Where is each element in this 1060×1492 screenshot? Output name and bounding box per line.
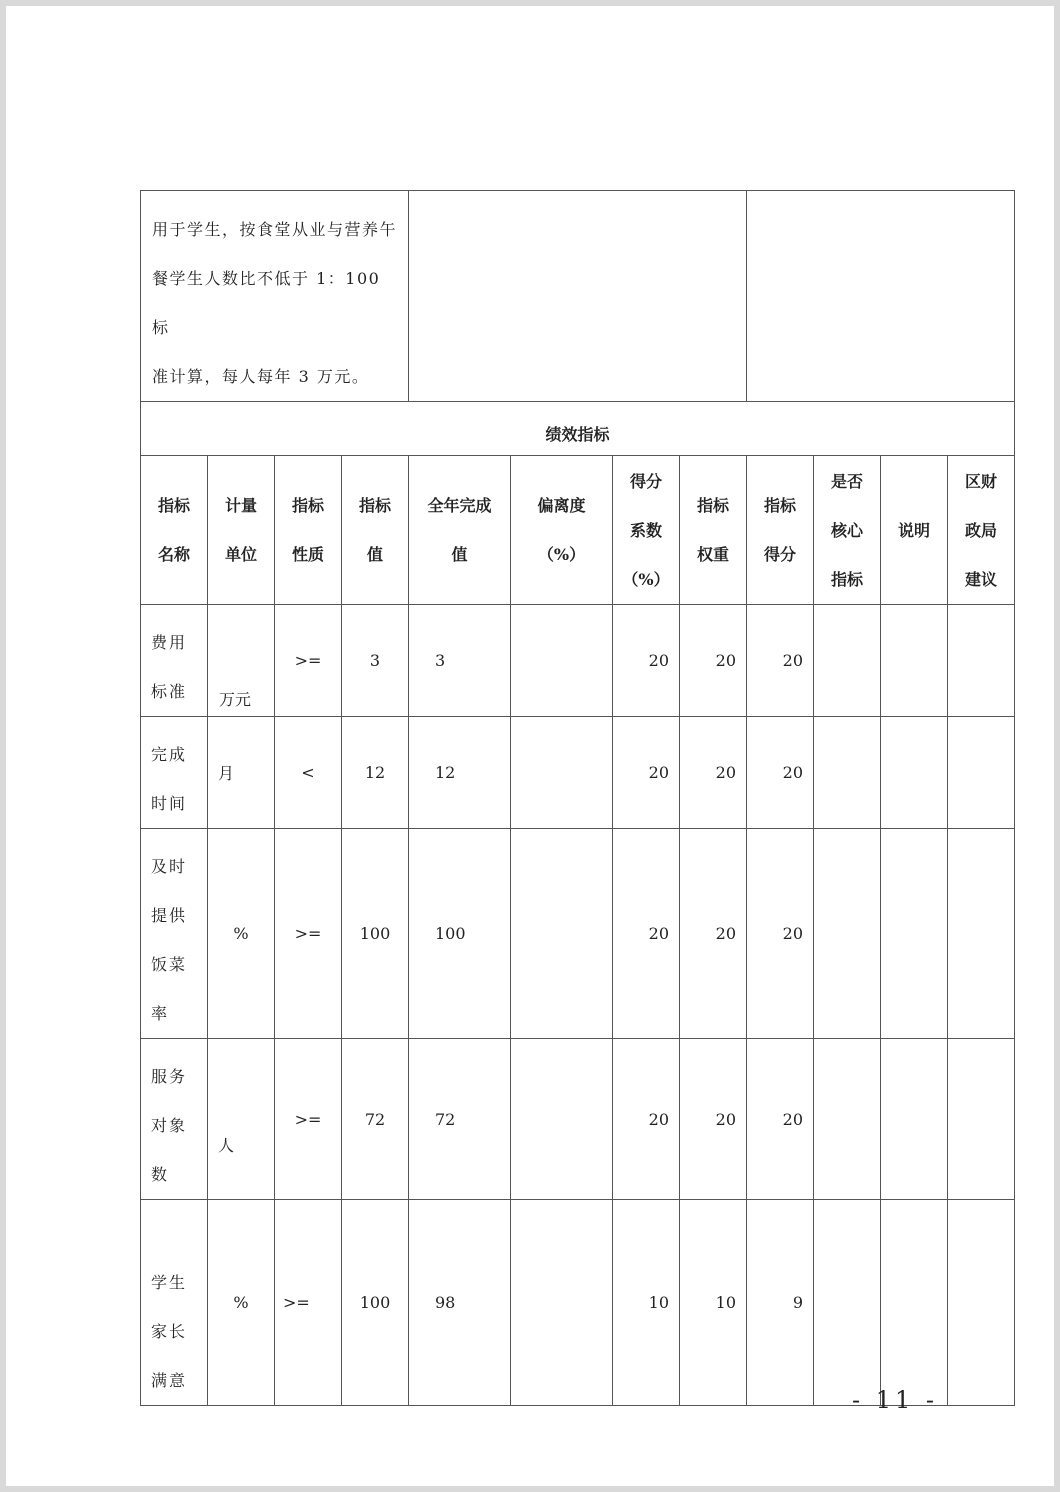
- unit-cell: 万元: [208, 605, 275, 717]
- actual-cell: 72: [409, 1039, 511, 1200]
- coefficient-cell: 20: [613, 829, 680, 1039]
- weight-cell: 10: [680, 1200, 747, 1406]
- note-cell: [881, 717, 948, 829]
- target-cell: 100: [342, 829, 409, 1039]
- nature-cell: >=: [275, 829, 342, 1039]
- indicator-name: 及时 提供 饭菜 率: [141, 829, 208, 1039]
- indicator-name: 服务 对象 数: [141, 1039, 208, 1200]
- indicator-name: 费用 标准: [141, 605, 208, 717]
- intro-empty-cell: [409, 191, 747, 402]
- actual-cell: 3: [409, 605, 511, 717]
- score-cell: 20: [747, 829, 814, 1039]
- note-cell: [881, 829, 948, 1039]
- actual-cell: 98: [409, 1200, 511, 1406]
- target-cell: 100: [342, 1200, 409, 1406]
- header-cell: 偏离度 （%）: [511, 456, 613, 605]
- nature-cell: >=: [275, 1200, 342, 1406]
- deviation-cell: [511, 717, 613, 829]
- unit-cell: %: [208, 829, 275, 1039]
- table-row: [141, 1200, 1015, 1406]
- unit-cell: 人: [208, 1039, 275, 1200]
- header-row: [141, 456, 1015, 605]
- deviation-cell: [511, 605, 613, 717]
- deviation-cell: [511, 1039, 613, 1200]
- header-cell: 说明: [881, 456, 948, 605]
- intro-line: 餐学生人数比不低于 1：100 标: [152, 269, 381, 337]
- score-cell: 20: [747, 717, 814, 829]
- header-cell: 全年完成 值: [409, 456, 511, 605]
- weight-cell: 20: [680, 829, 747, 1039]
- note-cell: [881, 1039, 948, 1200]
- score-cell: 20: [747, 1039, 814, 1200]
- target-cell: 3: [342, 605, 409, 717]
- core-cell: [814, 1200, 881, 1406]
- deviation-cell: [511, 1200, 613, 1406]
- header-cell: 得分 系数 （%）: [613, 456, 680, 605]
- target-cell: 72: [342, 1039, 409, 1200]
- header-cell: 指标 值: [342, 456, 409, 605]
- coefficient-cell: 20: [613, 1039, 680, 1200]
- nature-cell: <: [275, 717, 342, 829]
- header-cell: 指标 权重: [680, 456, 747, 605]
- weight-cell: 20: [680, 605, 747, 717]
- score-cell: 20: [747, 605, 814, 717]
- weight-cell: 20: [680, 717, 747, 829]
- coefficient-cell: 20: [613, 717, 680, 829]
- intro-empty-cell: [747, 191, 1015, 402]
- section-title: 绩效指标: [141, 402, 1015, 456]
- header-cell: 指标 性质: [275, 456, 342, 605]
- intro-row: [141, 191, 1015, 402]
- document-page: [6, 6, 1054, 1486]
- indicator-name: 学生 家长 满意: [141, 1200, 208, 1406]
- suggestion-cell: [948, 1039, 1015, 1200]
- note-cell: [881, 1200, 948, 1406]
- header-cell: 计量 单位: [208, 456, 275, 605]
- intro-text: [141, 191, 409, 402]
- header-cell: 指标 名称: [141, 456, 208, 605]
- section-title-row: [141, 402, 1015, 456]
- actual-cell: 12: [409, 717, 511, 829]
- performance-table: [140, 190, 1015, 1406]
- suggestion-cell: [948, 717, 1015, 829]
- suggestion-cell: [948, 829, 1015, 1039]
- intro-line: 用于学生，按食堂从业与营养午: [152, 220, 398, 239]
- table-row: [141, 829, 1015, 1039]
- core-cell: [814, 605, 881, 717]
- page-number: - 11 -: [852, 1386, 939, 1414]
- weight-cell: 20: [680, 1039, 747, 1200]
- suggestion-cell: [948, 1200, 1015, 1406]
- table-row: [141, 717, 1015, 829]
- deviation-cell: [511, 829, 613, 1039]
- actual-cell: 100: [409, 829, 511, 1039]
- coefficient-cell: 10: [613, 1200, 680, 1406]
- coefficient-cell: 20: [613, 605, 680, 717]
- target-cell: 12: [342, 717, 409, 829]
- nature-cell: >=: [275, 1039, 342, 1200]
- core-cell: [814, 1039, 881, 1200]
- unit-cell: 月: [208, 717, 275, 829]
- note-cell: [881, 605, 948, 717]
- header-cell: 指标 得分: [747, 456, 814, 605]
- header-cell: 是否 核心 指标: [814, 456, 881, 605]
- core-cell: [814, 717, 881, 829]
- table-row: [141, 605, 1015, 717]
- header-cell: 区财 政局 建议: [948, 456, 1015, 605]
- intro-line: 准计算，每人每年 3 万元。: [152, 367, 370, 386]
- unit-cell: %: [208, 1200, 275, 1406]
- indicator-name: 完成 时间: [141, 717, 208, 829]
- score-cell: 9: [747, 1200, 814, 1406]
- table-row: [141, 1039, 1015, 1200]
- nature-cell: >=: [275, 605, 342, 717]
- suggestion-cell: [948, 605, 1015, 717]
- core-cell: [814, 829, 881, 1039]
